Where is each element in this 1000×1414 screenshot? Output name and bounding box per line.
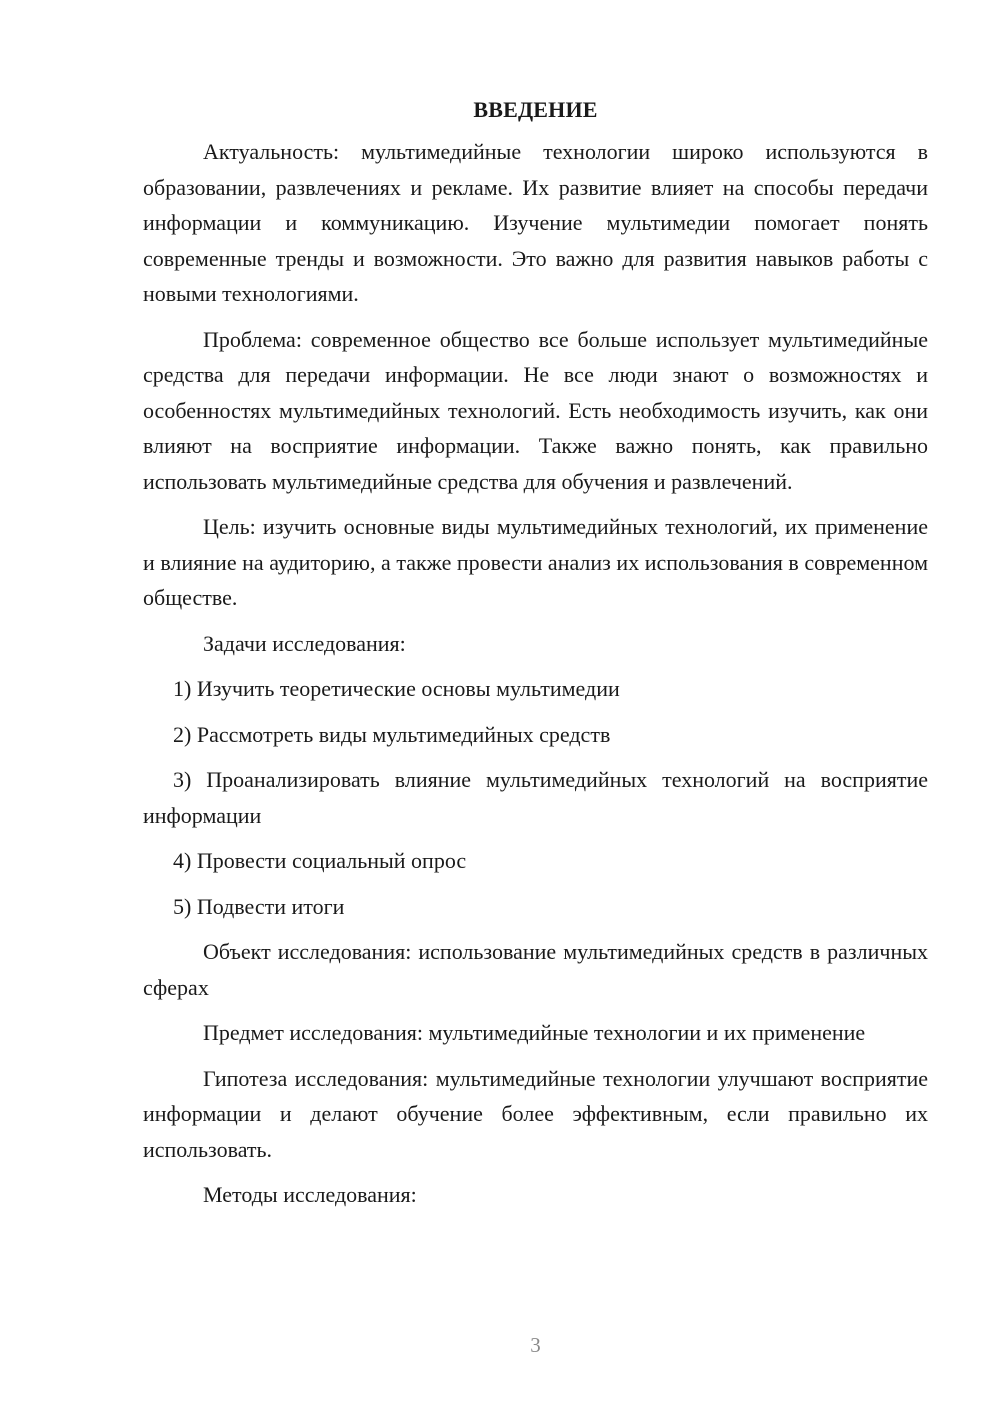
object-paragraph: Объект исследования: использование мультимедийных средств в различных сферах [143, 939, 928, 1000]
list-item-text: Провести социальный опрос [196, 848, 467, 873]
list-item-text: Подвести итоги [196, 893, 345, 919]
list-item [143, 717, 928, 753]
problem-paragraph: Проблема: современное общество все больше использует мультимедийные средства для передачи информации. Не все люди знают о возможностях и особенностях мультимедийных технологий. Есть необходимость изучить, как они влияют на восприятие информации. Также важно понять, как правильно использовать мультимедийные средства для обучения и развлечений. [143, 326, 928, 494]
list-item [143, 889, 928, 925]
list-item-number: 2) [173, 721, 192, 747]
list-item [143, 762, 928, 833]
hypothesis-paragraph: Гипотеза исследования: мультимедийные технологии улучшают восприятие информации и делают обучение более эффективным, если правильно их использовать. [143, 1065, 928, 1162]
goal-paragraph: Цель: изучить основные виды мультимедийных технологий, их применение и влияние на аудиторию, а также провести анализ их использования в современном обществе. [143, 514, 928, 610]
relevance-paragraph: Актуальность: мультимедийные технологии широко используются в образовании, развлечениях и рекламе. Их развитие влияет на способы передачи информации и коммуникацию. Изучение мультимедии помогает понять современные тренды и возможности. Это важно для развития навыков работы с новыми технологиями. [143, 139, 928, 306]
subject-paragraph: Предмет исследования: мультимедийные технологии и их применение [203, 1020, 866, 1045]
list-item-text: Проанализировать влияние мультимедийных технологий на восприятие информации [143, 767, 928, 828]
list-item-number: 4) [173, 848, 192, 873]
list-item-number: 5) [173, 893, 192, 919]
page-content [143, 92, 928, 1223]
page-title: ВВЕДЕНИЕ [473, 97, 598, 122]
tasks-label: Задачи исследования: [203, 630, 406, 656]
list-item [143, 671, 928, 707]
page-number: 3 [530, 1333, 541, 1357]
methods-label: Методы исследования: [203, 1182, 417, 1207]
tasks-list [143, 671, 928, 924]
list-item-number: 1) [173, 676, 192, 701]
list-item [143, 843, 928, 879]
list-item-text: Изучить теоретические основы мультимедии [196, 676, 620, 701]
list-item-text: Рассмотреть виды мультимедийных средств [196, 721, 611, 747]
list-item-number: 3) [173, 767, 192, 792]
